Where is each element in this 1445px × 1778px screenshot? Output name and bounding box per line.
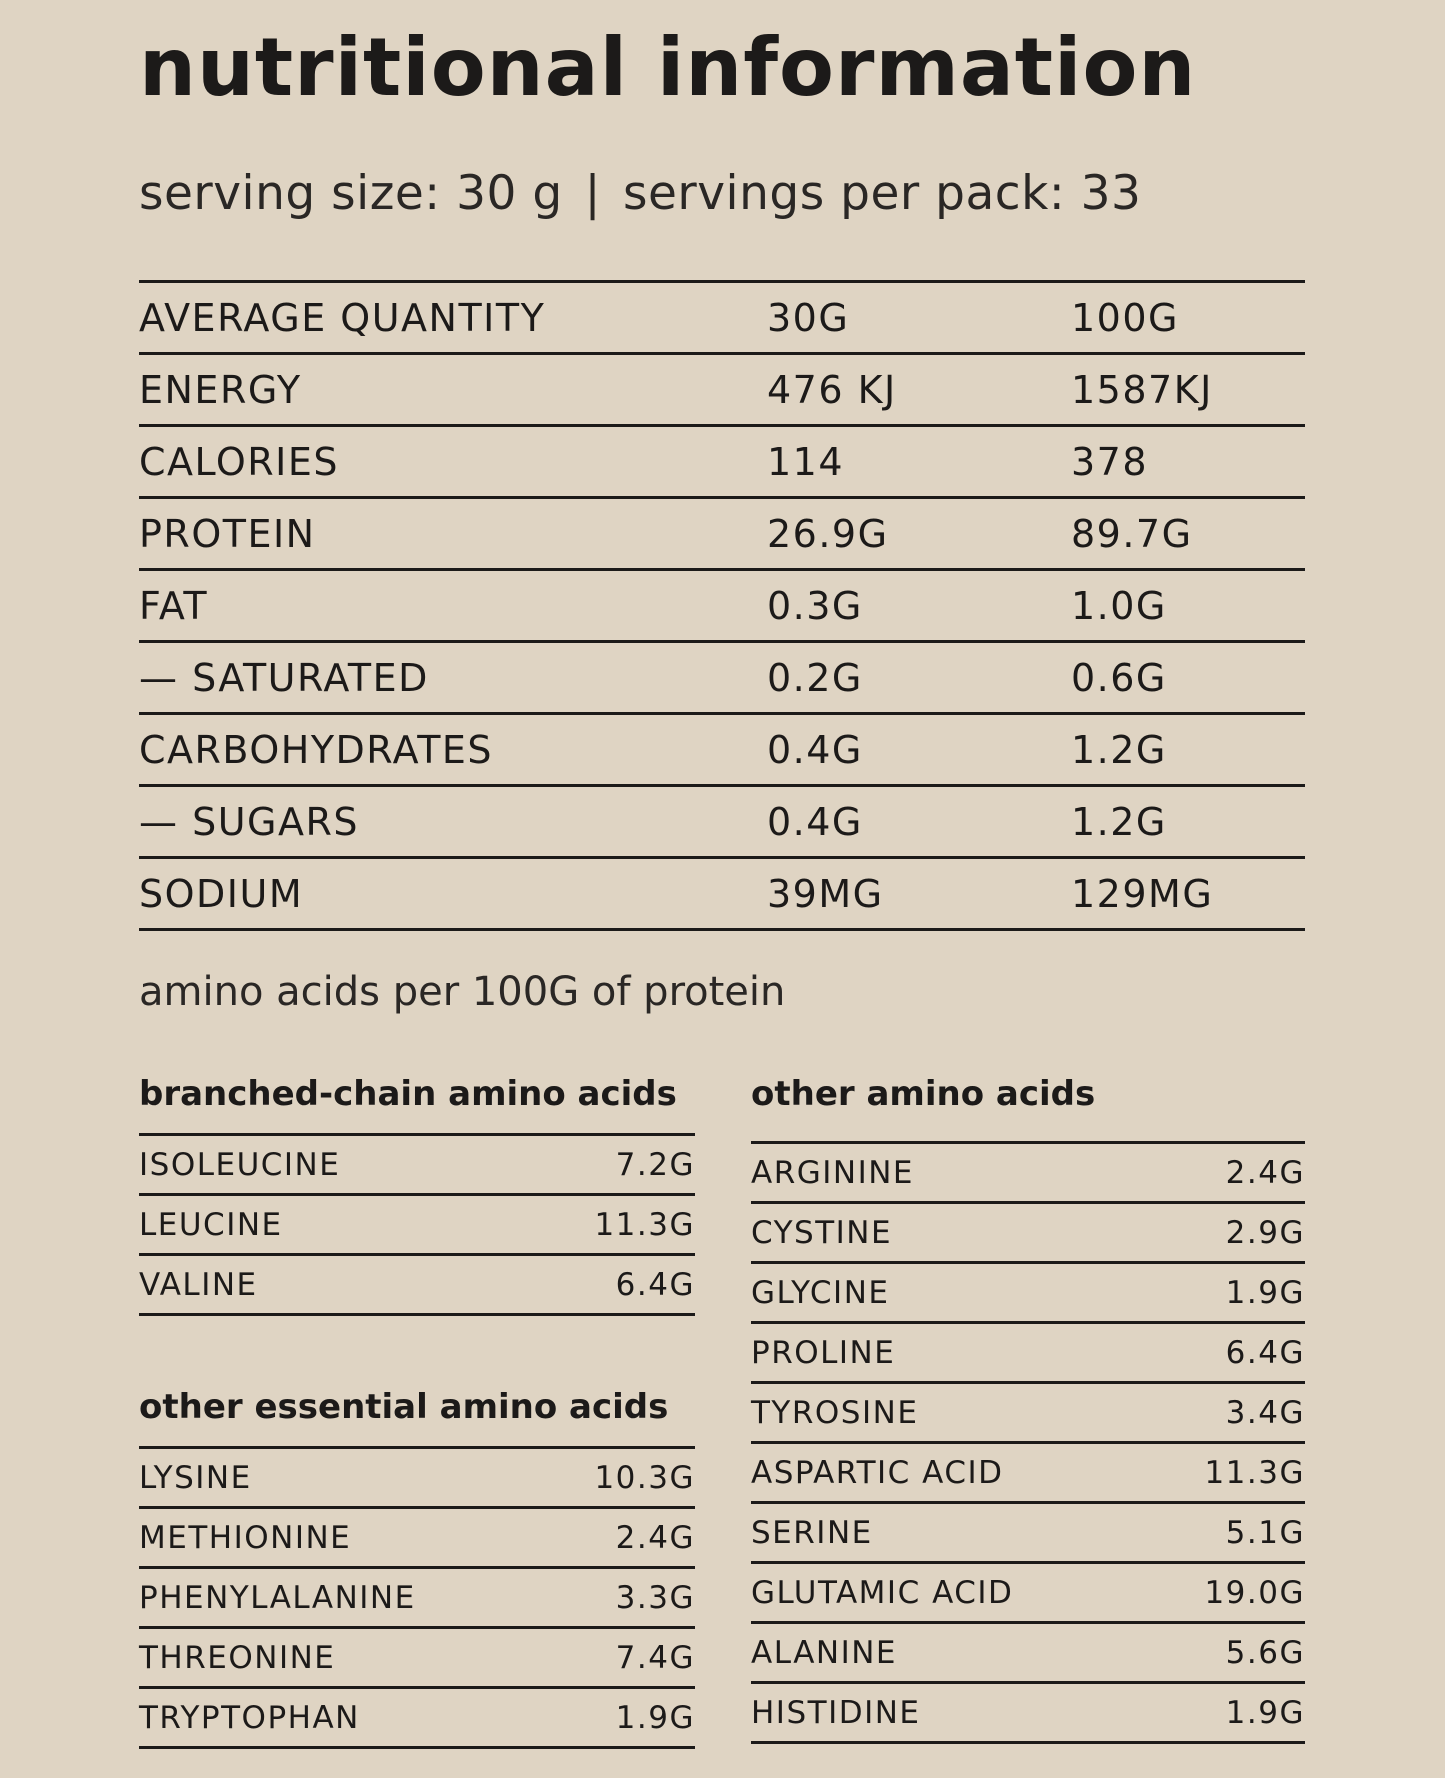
amino-value: 3.4G <box>1225 1394 1305 1431</box>
value-per-30g: 0.4G <box>767 727 863 772</box>
serving-size: serving size: 30 g <box>139 166 563 221</box>
amino-value: 3.3G <box>615 1579 695 1616</box>
nutrient-name: PROTEIN <box>139 511 316 556</box>
amino-name: TRYPTOPHAN <box>139 1699 360 1736</box>
essential-amino-table <box>139 1446 695 1749</box>
table-row <box>751 1444 1305 1504</box>
table-row <box>751 1264 1305 1324</box>
table-row <box>139 1569 695 1629</box>
amino-name: ALANINE <box>751 1634 898 1671</box>
value-per-100g: 1587KJ <box>1071 367 1213 412</box>
nutrient-name: ENERGY <box>139 367 302 412</box>
amino-value: 1.9G <box>1225 1274 1305 1311</box>
table-row <box>139 1136 695 1196</box>
value-per-30g: 39MG <box>767 871 884 916</box>
amino-name: PROLINE <box>751 1334 896 1371</box>
value-per-100g: 0.6G <box>1071 655 1167 700</box>
table-row <box>751 1684 1305 1744</box>
amino-name: CYSTINE <box>751 1214 893 1251</box>
serving-info <box>139 166 1142 221</box>
amino-value: 19.0G <box>1204 1574 1305 1611</box>
amino-name: ISOLEUCINE <box>139 1146 341 1183</box>
table-row <box>139 283 1305 355</box>
table-row <box>751 1144 1305 1204</box>
table-row <box>139 499 1305 571</box>
table-row <box>139 1629 695 1689</box>
nutrient-name: SODIUM <box>139 871 304 916</box>
table-row <box>139 1449 695 1509</box>
bcaa-section <box>139 1074 695 1316</box>
amino-value: 7.2G <box>615 1146 695 1183</box>
nutrient-name: CALORIES <box>139 439 339 484</box>
nutrient-name: CARBOHYDRATES <box>139 727 494 772</box>
table-row <box>139 427 1305 499</box>
table-row <box>139 1256 695 1316</box>
amino-name: HISTIDINE <box>751 1694 921 1731</box>
amino-value: 6.4G <box>1225 1334 1305 1371</box>
table-row <box>751 1204 1305 1264</box>
value-per-100g: 1.2G <box>1071 727 1167 772</box>
value-per-30g: 26.9G <box>767 511 889 556</box>
table-row <box>139 715 1305 787</box>
table-row <box>139 571 1305 643</box>
table-row <box>139 1509 695 1569</box>
nutrient-name: — SUGARS <box>139 799 359 844</box>
amino-value: 1.9G <box>1225 1694 1305 1731</box>
bcaa-table <box>139 1133 695 1316</box>
essential-amino-section <box>139 1387 695 1749</box>
nutrient-name: AVERAGE QUANTITY <box>139 295 546 340</box>
amino-value: 2.4G <box>615 1519 695 1556</box>
amino-name: PHENYLALANINE <box>139 1579 416 1616</box>
table-row <box>139 355 1305 427</box>
amino-name: GLYCINE <box>751 1274 890 1311</box>
other-amino-table <box>751 1141 1305 1744</box>
value-per-100g: 1.2G <box>1071 799 1167 844</box>
table-row <box>139 787 1305 859</box>
amino-value: 10.3G <box>594 1459 695 1496</box>
nutrient-name: — SATURATED <box>139 655 429 700</box>
amino-value: 6.4G <box>615 1266 695 1303</box>
table-row <box>751 1564 1305 1624</box>
amino-name: ARGININE <box>751 1154 915 1191</box>
servings-per-pack: servings per pack: 33 <box>623 166 1142 221</box>
amino-value: 2.4G <box>1225 1154 1305 1191</box>
amino-name: ASPARTIC ACID <box>751 1454 1004 1491</box>
amino-value: 5.6G <box>1225 1634 1305 1671</box>
amino-name: GLUTAMIC ACID <box>751 1574 1014 1611</box>
value-per-30g: 114 <box>767 439 845 484</box>
value-per-100g: 378 <box>1071 439 1149 484</box>
value-per-100g: 129MG <box>1071 871 1214 916</box>
value-per-30g: 476 KJ <box>767 367 897 412</box>
amino-name: SERINE <box>751 1514 873 1551</box>
value-per-100g: 100G <box>1071 295 1179 340</box>
amino-name: VALINE <box>139 1266 258 1303</box>
amino-value: 5.1G <box>1225 1514 1305 1551</box>
essential-amino-title: other essential amino acids <box>139 1387 669 1427</box>
value-per-30g: 0.4G <box>767 799 863 844</box>
amino-value: 11.3G <box>594 1206 695 1243</box>
nutrition-table <box>139 280 1305 931</box>
table-row <box>139 643 1305 715</box>
value-per-100g: 89.7G <box>1071 511 1193 556</box>
amino-value: 1.9G <box>615 1699 695 1736</box>
amino-name: THREONINE <box>139 1639 336 1676</box>
value-per-30g: 0.3G <box>767 583 863 628</box>
table-row <box>751 1504 1305 1564</box>
amino-value: 7.4G <box>615 1639 695 1676</box>
table-row <box>751 1624 1305 1684</box>
table-row <box>751 1324 1305 1384</box>
amino-name: TYROSINE <box>751 1394 919 1431</box>
amino-name: LYSINE <box>139 1459 252 1496</box>
table-row <box>139 859 1305 931</box>
serving-separator: | <box>584 166 601 221</box>
amino-acids-heading: amino acids per 100G of protein <box>139 969 786 1015</box>
value-per-100g: 1.0G <box>1071 583 1167 628</box>
other-amino-title: other amino acids <box>751 1074 1096 1114</box>
value-per-30g: 0.2G <box>767 655 863 700</box>
other-amino-section <box>751 1074 1305 1744</box>
amino-value: 11.3G <box>1204 1454 1305 1491</box>
table-row <box>139 1196 695 1256</box>
amino-name: LEUCINE <box>139 1206 283 1243</box>
table-row <box>139 1689 695 1749</box>
amino-value: 2.9G <box>1225 1214 1305 1251</box>
page-title: nutritional information <box>139 21 1197 114</box>
amino-name: METHIONINE <box>139 1519 352 1556</box>
nutrient-name: FAT <box>139 583 209 628</box>
bcaa-title: branched-chain amino acids <box>139 1074 677 1114</box>
table-row <box>751 1384 1305 1444</box>
value-per-30g: 30G <box>767 295 850 340</box>
